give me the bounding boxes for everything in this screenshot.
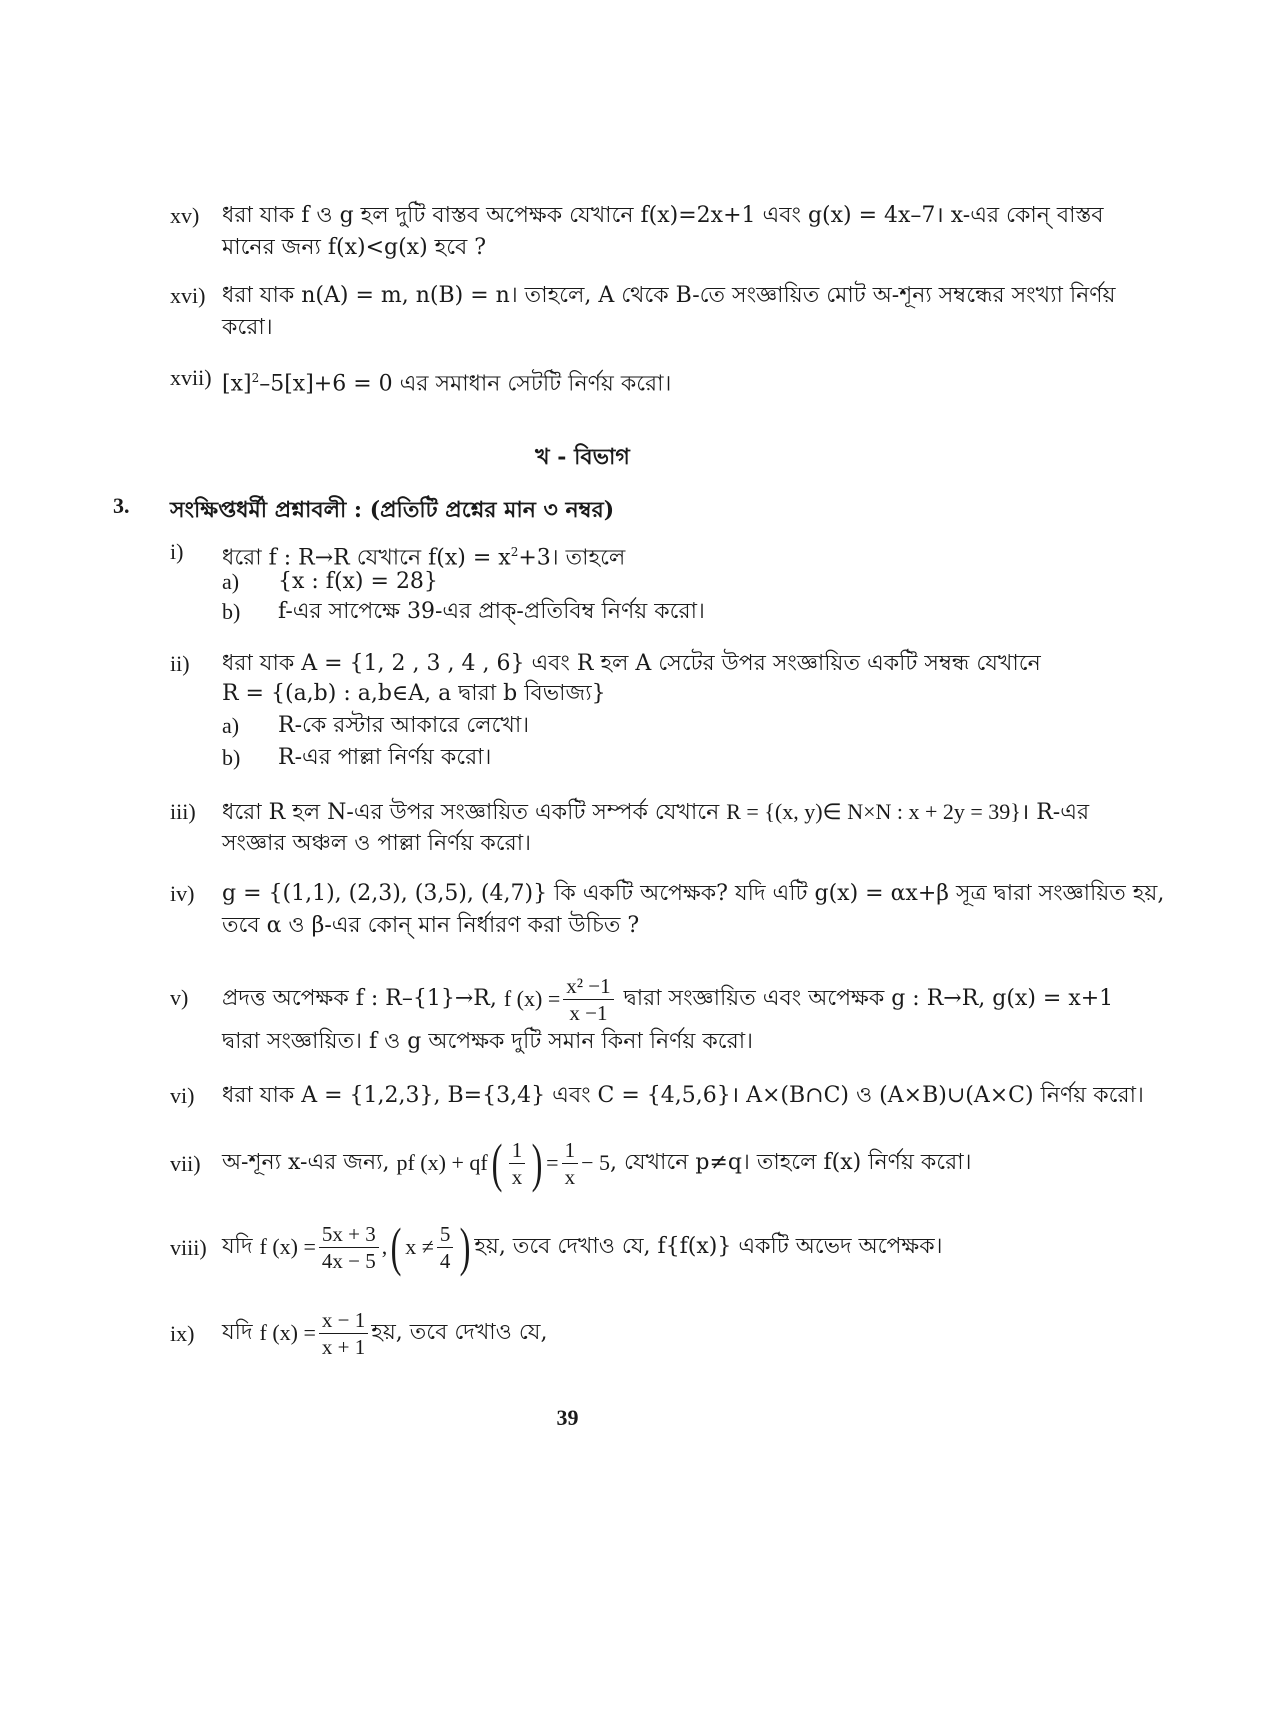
sub-label-i-b: b) [222, 599, 241, 624]
sub-label-ii-b: b) [222, 745, 241, 770]
item-label-xvi: xvi) [170, 283, 206, 308]
xvii-pre: [x] [222, 371, 252, 397]
vii-rhs-tail: − 5 [581, 1150, 611, 1175]
viii-numerator: 5x + 3 [319, 1221, 379, 1248]
vii-post: , যেখানে p≠q। তাহলে f(x) নির্ণয় করো। [610, 1149, 972, 1175]
ix-pre: যদি [222, 1319, 253, 1345]
item-iii-line2: সংজ্ঞার অঞ্চল ও পাল্লা নির্ণয় করো। [222, 831, 531, 856]
item-label-vii: vii) [170, 1151, 201, 1176]
item-ix-line [222, 1298, 547, 1368]
section-heading: খ - বিভাগ [535, 444, 630, 470]
sub-i-b-text: f-এর সাপেক্ষে 39-এর প্রাক্-প্রতিবিম্ব নির্ণয় করো। [278, 599, 705, 624]
sub-label-i-a: a) [222, 569, 240, 594]
vii-pre: অ-শূন্য x-এর জন্য, [222, 1149, 390, 1175]
vii-f1-numerator: 1 [509, 1137, 526, 1164]
item-xv-line1: ধরা যাক f ও g হল দুটি বাস্তব অপেক্ষক যেখানে f(x)=2x+1 এবং g(x) = 4x–7। x-এর কোন্ বাস্তব [222, 203, 1104, 228]
v-fx: f (x) = [503, 986, 561, 1011]
v-fraction [563, 973, 613, 1026]
v-fraction-denominator: x −1 [569, 1000, 608, 1025]
vii-lhs: pf (x) + qf [396, 1150, 488, 1175]
item-label-v: v) [170, 985, 189, 1010]
i-pre: ধরো f : R→R যেখানে f(x) = x [222, 545, 511, 571]
iii-math: R = {(x, y)∈ N×N : x + 2y = 39} [726, 799, 1021, 824]
item-xvi-line2: করো। [222, 315, 273, 340]
item-label-vi: vi) [170, 1083, 195, 1108]
xvii-sup: 2 [251, 371, 260, 385]
item-label-ix: ix) [170, 1321, 195, 1346]
viii-pre: যদি [222, 1233, 253, 1259]
item-viii-line [222, 1212, 942, 1282]
item-vi-text: ধরা যাক A = {1,2,3}, B={3,4} এবং C = {4,5,6}। A×(B∩C) ও (A×B)∪(A×C) নির্ণয় করো। [222, 1083, 1144, 1108]
viii-comma: , [381, 1234, 388, 1259]
ix-post: হয়, তবে দেখাও যে, [371, 1319, 548, 1345]
ix-fraction [319, 1307, 368, 1360]
item-label-xv: xv) [170, 203, 200, 228]
vii-fraction-2 [562, 1137, 579, 1190]
v-pre: প্রদত্ত অপেক্ষক f : R–{1}→R, [222, 985, 497, 1011]
item-iv-line1: g = {(1,1), (2,3), (3,5), (4,7)} কি একটি অপেক্ষক? যদি এটি g(x) = αx+β সূত্র দ্বারা সংজ্ঞায়িত হয়, [222, 881, 1165, 906]
item-v-line1 [222, 964, 1113, 1034]
sub-label-ii-a: a) [222, 713, 240, 738]
page-number: 39 [556, 1405, 579, 1430]
item-label-iii: iii) [170, 799, 196, 824]
viii-left-paren: ( [390, 1217, 402, 1277]
item-iii-line1 [222, 796, 1089, 829]
question-number: 3. [113, 493, 130, 518]
item-xv-line2: মানের জন্য f(x)<g(x) হবে ? [222, 235, 487, 260]
viii-cond-numerator: 5 [437, 1221, 454, 1248]
iii-pre: ধরো R হল N-এর উপর সংজ্ঞায়িত একটি সম্পর্ক যেখানে [222, 800, 720, 825]
vii-fraction-1 [509, 1137, 526, 1190]
sub-i-a-text: {x : f(x) = 28} [278, 569, 438, 594]
item-label-xvii: xvii) [170, 365, 212, 390]
item-label-iv: iv) [170, 881, 195, 906]
i-sup: 2 [510, 545, 519, 559]
vii-f1-denominator: x [511, 1164, 523, 1189]
iii-post: । R-এর [1020, 800, 1090, 825]
xvii-post: –5[x]+6 = 0 এর সমাধান সেটটি নির্ণয় করো। [259, 371, 672, 397]
vii-right-paren: ) [531, 1133, 543, 1193]
viii-cond: x ≠ [405, 1234, 434, 1259]
vii-f2-numerator: 1 [562, 1137, 579, 1164]
item-xvii-text [222, 362, 671, 400]
item-v-line2: দ্বারা সংজ্ঞায়িত। f ও g অপেক্ষক দুটি সমান কিনা নির্ণয় করো। [222, 1029, 753, 1054]
ix-denominator: x + 1 [321, 1334, 366, 1359]
item-ii-line2: R = {(a,b) : a,b∈A, a দ্বারা b বিভাজ্য} [222, 681, 606, 706]
viii-fraction [319, 1221, 379, 1274]
ix-numerator: x − 1 [319, 1307, 368, 1334]
sub-ii-a-text: R-কে রস্টার আকারে লেখো। [278, 713, 530, 738]
vii-equals: = [546, 1150, 559, 1175]
viii-cond-fraction [437, 1221, 454, 1274]
item-ii-line1: ধরা যাক A = {1, 2 , 3 , 4 , 6} এবং R হল A সেটের উপর সংজ্ঞায়িত একটি সম্বন্ধ যেখানে [222, 651, 1041, 676]
ix-fx: f (x) = [259, 1320, 316, 1345]
viii-post: হয়, তবে দেখাও যে, f{f(x)} একটি অভেদ অপেক্ষক। [474, 1233, 943, 1259]
item-label-i: i) [170, 539, 184, 564]
vii-f2-denominator: x [564, 1164, 576, 1189]
item-label-ii: ii) [170, 651, 190, 676]
item-vii-line [222, 1128, 972, 1198]
viii-cond-denominator: 4 [439, 1248, 451, 1273]
vii-left-paren: ( [491, 1133, 503, 1193]
viii-denominator: 4x − 5 [321, 1248, 376, 1273]
viii-fx: f (x) = [259, 1234, 316, 1259]
item-xvi-line1: ধরা যাক n(A) = m, n(B) = n। তাহলে, A থেকে B-তে সংজ্ঞায়িত মোট অ-শূন্য সম্বন্ধের সংখ্যা নির্ণয় [222, 283, 1116, 308]
item-iv-line2: তবে α ও β-এর কোন্ মান নির্ধারণ করা উচিত ? [222, 913, 640, 938]
v-fraction-numerator: x² −1 [563, 973, 613, 1000]
v-post: দ্বারা সংজ্ঞায়িত এবং অপেক্ষক g : R→R, g(x) = x+1 [623, 985, 1114, 1011]
i-post: +3। তাহলে [518, 545, 626, 571]
question-title: সংক্ষিপ্তধর্মী প্রশ্নাবলী : (প্রতিটি প্রশ্নের মান ৩ নম্বর) [170, 497, 615, 523]
sub-ii-b-text: R-এর পাল্লা নির্ণয় করো। [278, 745, 492, 770]
viii-right-paren: ) [459, 1217, 471, 1277]
item-label-viii: viii) [170, 1235, 207, 1260]
